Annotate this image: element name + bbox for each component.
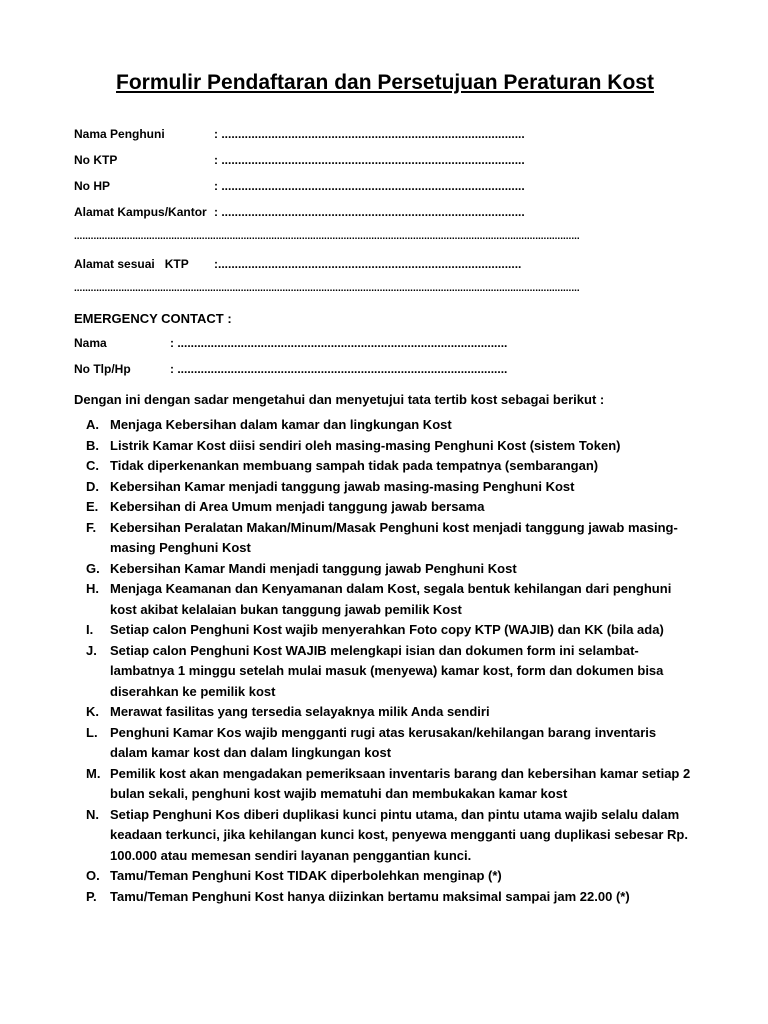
rule-item [74,764,696,805]
rule-text: Tamu/Teman Penghuni Kost TIDAK diperbolehkan menginap (*) [110,868,502,883]
form-field-no-hp [74,179,696,205]
rule-letter: F. [86,519,97,535]
rule-letter: I. [86,622,94,637]
form-continuation-line[interactable]: ...................................................................................................................................................................................... [74,231,580,242]
rule-letter: P. [86,888,97,904]
rule-text: Setiap Penghuni Kos diberi duplikasi kunci pintu utama, dan pintu utama wajib selalu dalam keadaan terkunci, jika kehilangan kunci kost, penyewa mengganti uang duplikasi sebesar Rp. 100.000 atau memesan sendiri layanan penggantian kunci. [110,806,688,863]
rule-item [74,620,696,641]
rule-text: Tamu/Teman Penghuni Kost hanya diizinkan bertamu maksimal sampai jam 22.00 (*) [110,888,630,904]
rule-item [74,579,696,620]
rule-letter: N. [86,806,99,822]
form-blank[interactable]: : ........................................................................................... [214,153,525,167]
form-label: No Tlp/Hp [74,362,131,376]
rule-letter: D. [86,478,99,494]
rule-letter: H. [86,581,99,596]
form-label: No HP [74,179,110,193]
form-blank[interactable]: :........................................................................................... [214,257,522,271]
rule-text: Setiap calon Penghuni Kost wajib menyerahkan Foto copy KTP (WAJIB) dan KK (bila ada) [110,622,664,637]
emergency-field-no-tlp [74,362,696,388]
emergency-contact-heading: EMERGENCY CONTACT : [74,311,232,326]
rule-text: Tidak diperkenankan membuang sampah tidak pada tempatnya (sembarangan) [110,458,599,473]
rule-item [74,518,696,559]
rule-item [74,436,696,457]
form-field-no-ktp [74,153,696,179]
rule-letter: J. [86,642,97,658]
rule-text: Penghuni Kamar Kos wajib mengganti rugi atas kerusakan/kehilangan barang inventaris dalam kamar kost dan dalam lingkungan kost [110,724,657,760]
form-label: No KTP [74,153,118,167]
rule-letter: L. [86,724,98,740]
form-field-nama-penghuni [74,127,696,153]
form-continuation-line[interactable]: ...................................................................................................................................................................................... [74,283,580,294]
rule-letter: C. [86,458,99,473]
form-label: Alamat sesuai KTP [74,257,189,271]
rules-list [74,415,696,907]
form-label: Alamat Kampus/Kantor [74,205,207,219]
form-field-alamat-kampus [74,205,696,231]
rule-item [74,415,696,436]
rule-text: Listrik Kamar Kost diisi sendiri oleh masing-masing Penghuni Kost (sistem Token) [110,437,621,453]
form-field-alamat-ktp [74,257,696,283]
rule-letter: K. [86,704,99,719]
rule-text: Kebersihan Kamar Mandi menjadi tanggung jawab Penghuni Kost [110,560,517,576]
rule-item [74,805,696,867]
rule-text: Setiap calon Penghuni Kost WAJIB melengkapi isian dan dokumen form ini selambat-lambatnya 1 minggu setelah mulai masuk (menyewa) kamar kost, form dan dokumen bisa diserahkan ke pemilik kost [110,642,664,699]
rule-item [74,723,696,764]
rule-text: Menjaga Kebersihan dalam kamar dan lingkungan Kost [110,417,452,432]
rule-text: Merawat fasilitas yang tersedia selayaknya milik Anda sendiri [110,704,490,719]
rule-text: Menjaga Keamanan dan Kenyamanan dalam Kost, segala bentuk kehilangan dari penghuni kost akibat kelalaian bukan tanggung jawab pemilik Kost [110,581,672,617]
rule-letter: A. [86,417,99,432]
emergency-field-nama [74,336,696,362]
form-label: Nama [74,336,107,350]
rule-text: Kebersihan di Area Umum menjadi tanggung jawab bersama [110,499,485,514]
rule-item [74,559,696,580]
rules-intro: Dengan ini dengan sadar mengetahui dan menyetujui tata tertib kost sebagai berikut : [74,392,605,407]
form-blank[interactable]: : ................................................................................................... [170,362,508,376]
rule-letter: M. [86,765,101,781]
rule-letter: E. [86,499,99,514]
form-blank[interactable]: : ........................................................................................... [214,205,525,219]
rule-text: Kebersihan Peralatan Makan/Minum/Masak Penghuni kost menjadi tanggung jawab masing-masing Penghuni Kost [110,519,678,555]
rule-letter: O. [86,868,100,883]
rule-text: Pemilik kost akan mengadakan pemeriksaan inventaris barang dan kebersihan kamar setiap 2 bulan sekali, penghuni kost wajib mematuhi dan membukakan kamar kost [110,765,691,801]
rule-item [74,477,696,498]
rule-item [74,641,696,703]
form-blank[interactable]: : ........................................................................................... [214,179,525,193]
form-blank[interactable]: : ........................................................................................... [214,127,525,141]
form-label: Nama Penghuni [74,127,165,141]
rule-text: Kebersihan Kamar menjadi tanggung jawab masing-masing Penghuni Kost [110,478,575,494]
rule-item [74,887,696,908]
rule-letter: B. [86,437,99,453]
rule-item [74,702,696,723]
rule-item [74,497,696,518]
rule-letter: G. [86,560,100,576]
rule-item [74,866,696,887]
rule-item [74,456,696,477]
form-blank[interactable]: : ................................................................................................... [170,336,508,350]
document-title: Formulir Pendaftaran dan Persetujuan Peraturan Kost [116,71,654,94]
